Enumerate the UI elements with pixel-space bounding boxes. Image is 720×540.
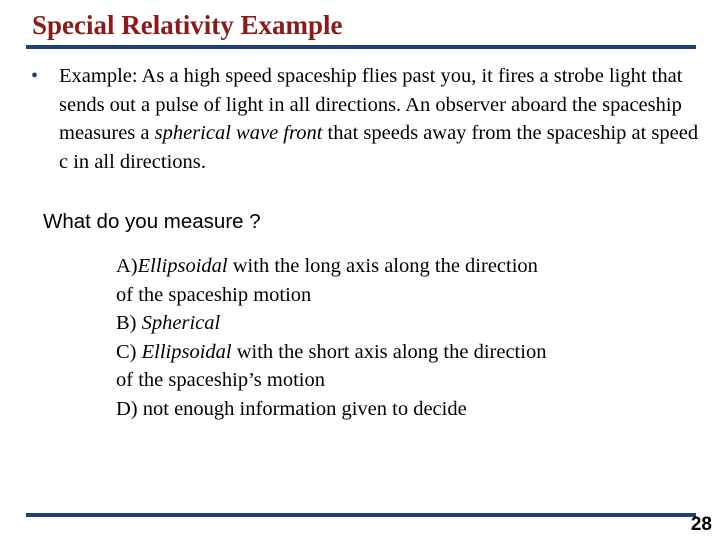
answer-a-rest: with the long axis along the direction <box>227 255 538 277</box>
answer-a-line1 <box>116 252 656 281</box>
answer-options <box>116 252 656 424</box>
title-divider <box>26 45 696 49</box>
bullet-text-part3: that speeds away from the spaceship at speed c in all directions. <box>59 122 699 173</box>
answer-d: D) not enough information given to decide <box>116 397 467 420</box>
bullet-text-part1: Example: As a high speed spaceship flies past you, it fires a strobe light that sends out a pulse of light in all directions. An observer aboard the spaceship measures a <box>59 65 683 144</box>
answer-b-italic: Spherical <box>141 312 221 335</box>
bullet-icon: • <box>31 65 39 87</box>
answer-a-prefix: A) <box>116 255 138 277</box>
answer-a-line2: of the spaceship motion <box>116 283 312 306</box>
answer-c-prefix: C) <box>116 340 142 363</box>
question-text: What do you measure ? <box>43 210 261 233</box>
answer-c-italic: Ellipsoidal <box>141 340 232 363</box>
slide-title: Special Relativity Example <box>32 10 343 40</box>
answer-b <box>116 309 656 338</box>
answer-c-line1 <box>116 338 656 367</box>
page-number: 28 <box>690 514 712 535</box>
example-bullet <box>31 62 703 176</box>
bullet-text-emphasis: spherical wave front <box>154 122 323 144</box>
answer-a-italic: Ellipsoidal <box>137 255 228 277</box>
answer-c-line2: of the spaceship’s motion <box>116 369 325 392</box>
footer-divider <box>26 513 696 517</box>
answer-c-rest: with the short axis along the direction <box>231 340 547 363</box>
answer-b-prefix: B) <box>116 312 142 335</box>
bullet-text <box>59 62 703 176</box>
